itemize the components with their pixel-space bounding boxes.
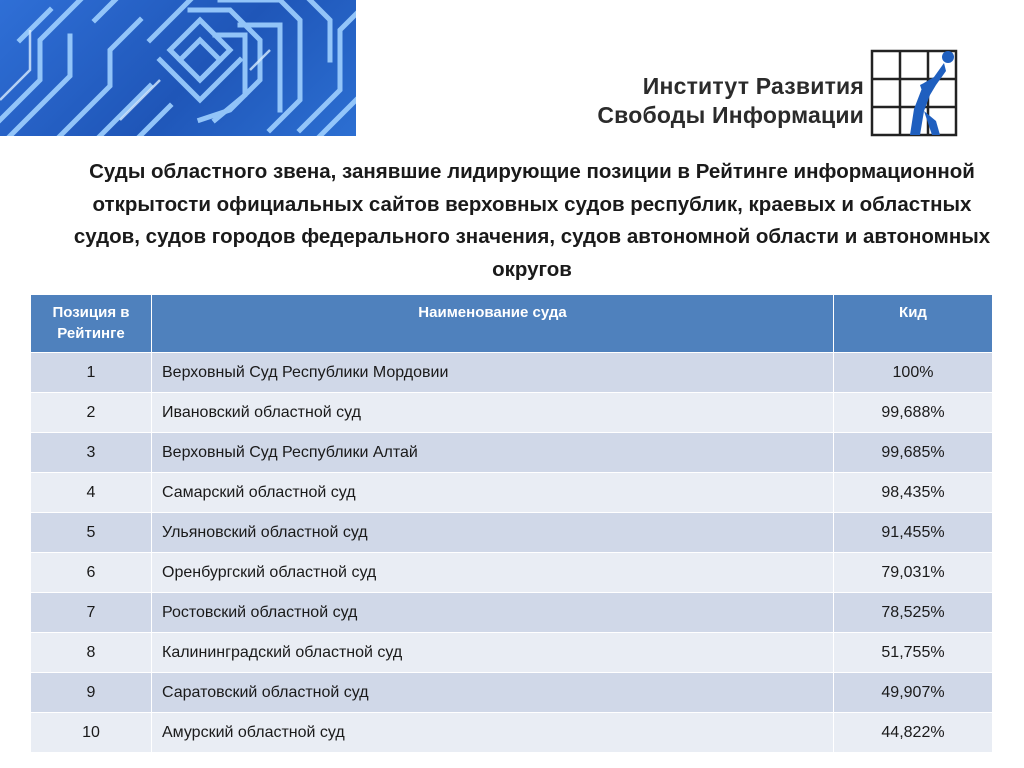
institute-logo-icon xyxy=(870,49,960,137)
table-row xyxy=(31,553,993,593)
cell-position: 1 xyxy=(31,353,152,393)
cell-position: 4 xyxy=(31,473,152,513)
table-row xyxy=(31,673,993,713)
table-header-row xyxy=(31,295,993,353)
cell-kid: 98,435% xyxy=(834,473,993,513)
table-row xyxy=(31,593,993,633)
cell-court-name: Оренбургский областной суд xyxy=(152,553,834,593)
cell-court-name: Верховный Суд Республики Мордовии xyxy=(152,353,834,393)
cell-position: 7 xyxy=(31,593,152,633)
cell-position: 3 xyxy=(31,433,152,473)
table-row xyxy=(31,353,993,393)
cell-court-name: Самарский областной суд xyxy=(152,473,834,513)
rating-table xyxy=(30,294,993,753)
header-court-name: Наименование суда xyxy=(152,295,834,353)
cell-kid: 51,755% xyxy=(834,633,993,673)
cell-position: 10 xyxy=(31,713,152,753)
cell-court-name: Калининградский областной суд xyxy=(152,633,834,673)
cell-court-name: Верховный Суд Республики Алтай xyxy=(152,433,834,473)
table-row xyxy=(31,713,993,753)
table-row xyxy=(31,633,993,673)
table-row xyxy=(31,513,993,553)
table-row xyxy=(31,433,993,473)
cell-kid: 49,907% xyxy=(834,673,993,713)
cell-kid: 44,822% xyxy=(834,713,993,753)
cell-position: 6 xyxy=(31,553,152,593)
header-kid: Кид xyxy=(834,295,993,353)
cell-kid: 78,525% xyxy=(834,593,993,633)
cell-court-name: Ульяновский областной суд xyxy=(152,513,834,553)
cell-kid: 99,688% xyxy=(834,393,993,433)
cell-court-name: Саратовский областной суд xyxy=(152,673,834,713)
table-row xyxy=(31,393,993,433)
cell-position: 2 xyxy=(31,393,152,433)
maze-artwork xyxy=(0,0,356,136)
cell-position: 5 xyxy=(31,513,152,553)
cell-position: 9 xyxy=(31,673,152,713)
page-title: Суды областного звена, занявшие лидирующие позиции в Рейтинге информационной открытости официальных сайтов верховных судов республик, краевых и областных судов, судов городов федерального значения, судов автономной области и автономных округов xyxy=(73,160,991,281)
cell-court-name: Ростовский областной суд xyxy=(152,593,834,633)
cell-position: 8 xyxy=(31,633,152,673)
cell-kid: 79,031% xyxy=(834,553,993,593)
cell-kid: 91,455% xyxy=(834,513,993,553)
cell-court-name: Ивановский областной суд xyxy=(152,393,834,433)
cell-kid: 100% xyxy=(834,353,993,393)
maze-pattern xyxy=(0,0,356,136)
header-position: Позиция в Рейтинге xyxy=(31,295,152,353)
table-row xyxy=(31,473,993,513)
logo-text xyxy=(548,72,864,130)
cell-kid: 99,685% xyxy=(834,433,993,473)
logo-line-2: Свободы Информации xyxy=(597,102,864,128)
logo-line-1: Институт Развития xyxy=(642,73,864,99)
cell-court-name: Амурский областной суд xyxy=(152,713,834,753)
